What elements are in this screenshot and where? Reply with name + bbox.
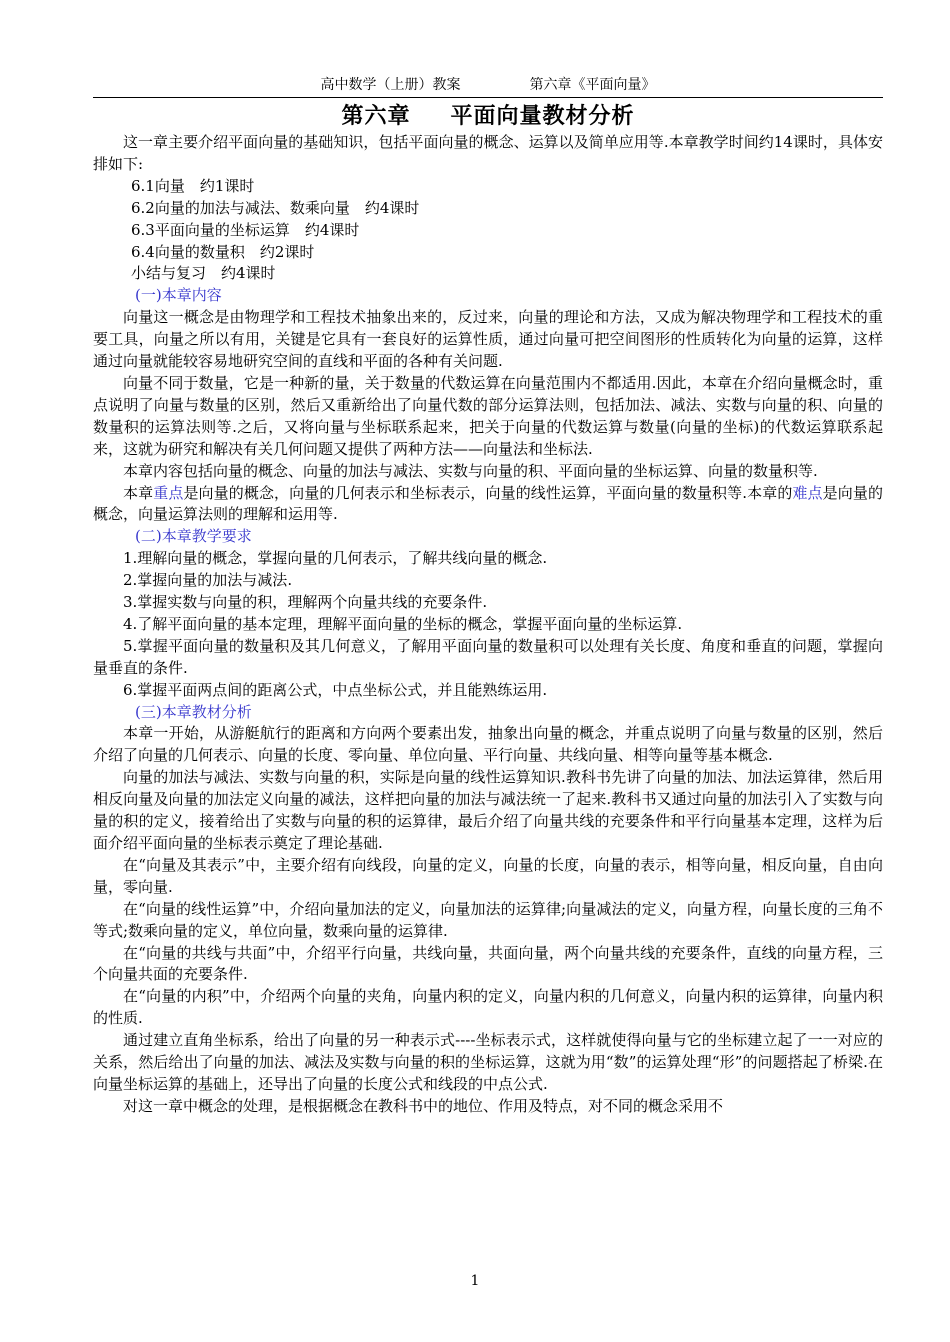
paragraph: 向量这一概念是由物理学和工程技术抽象出来的，反过来，向量的理论和方法，又成为解决物理学和工程技术的重要工具，向量之所以有用，关键是它具有一套良好的运算性质，通过向量可把空间图形的性质转化为向量的运算，这样通过向量就能较容易地研究空间的直线和平面的各种有关问题. bbox=[93, 308, 883, 371]
paragraph: 本章内容包括向量的概念、向量的加法与减法、实数与向量的积、平面向量的坐标运算、向量的数量积等. bbox=[123, 461, 818, 480]
requirement-item: 4.了解平面向量的基本定理，理解平面向量的坐标的概念，掌握平面向量的坐标运算. bbox=[123, 614, 683, 633]
text-run: 本章 bbox=[123, 483, 154, 502]
schedule-item: 6.2向量的加法与减法、数乘向量 约4课时 bbox=[131, 198, 420, 217]
paragraph: 在“向量的内积”中，介绍两个向量的夹角，向量内积的定义，向量内积的几何意义，向量内积的运算律，向量内积的性质. bbox=[93, 987, 883, 1028]
header-right-text: 第六章《平面向量》 bbox=[529, 77, 656, 93]
section-heading-requirements: (二)本章教学要求 bbox=[135, 527, 252, 546]
difficulty-term: 难点 bbox=[792, 483, 823, 502]
section-heading-content: (一)本章内容 bbox=[135, 286, 222, 305]
paragraph: 在“向量的共线与共面”中，介绍平行向量，共线向量，共面向量，两个向量共线的充要条件，直线的向量方程，三个向量共面的充要条件. bbox=[93, 943, 883, 984]
requirement-item: 1.理解向量的概念，掌握向量的几何表示，了解共线向量的概念. bbox=[123, 549, 548, 568]
section-heading-analysis: (三)本章教材分析 bbox=[135, 702, 252, 721]
schedule-item: 6.3平面向量的坐标运算 约4课时 bbox=[131, 220, 360, 239]
text-run: 是向量的概念，向量的几何表示和坐标表示，向量的线性运算，平面向量的数量积等.本章的 bbox=[183, 483, 793, 502]
requirement-item: 3.掌握实数与向量的积，理解两个向量共线的充要条件. bbox=[123, 593, 488, 612]
requirement-item: 5.掌握平面向量的数量积及其几何意义，了解用平面向量的数量积可以处理有关长度、角度和垂直的问题，掌握向量垂直的条件. bbox=[93, 636, 883, 677]
paragraph: 本章一开始，从游艇航行的距离和方向两个要素出发，抽象出向量的概念，并重点说明了向量与数量的区别，然后介绍了向量的几何表示、向量的长度、零向量、单位向量、平行向量、共线向量、相等向量等基本概念. bbox=[93, 724, 883, 765]
text-run: 是向量的概念，向量运算法则的理解和运用等. bbox=[93, 483, 883, 524]
document-title bbox=[93, 102, 883, 130]
page-number: 1 bbox=[470, 1273, 480, 1289]
title-chapter: 第六章 bbox=[341, 103, 411, 129]
key-points-paragraph bbox=[93, 483, 883, 527]
paragraph: 在“向量的线性运算”中，介绍向量加法的定义，向量加法的运算律;向量减法的定义，向量方程，向量长度的三角不等式;数乘向量的定义，单位向量，数乘向量的运算律. bbox=[93, 899, 883, 940]
paragraph: 通过建立直角坐标系，给出了向量的另一种表示式----坐标表示式，这样就使得向量与它的坐标建立起了一一对应的关系，然后给出了向量的加法、减法及实数与向量的积的坐标运算，这就为用“数”的运算处理“形”的问题搭起了桥梁.在向量坐标运算的基础上，还导出了向量的长度公式和线段的中点公式. bbox=[93, 1031, 883, 1093]
title-name: 平面向量教材分析 bbox=[450, 103, 635, 129]
schedule-item: 6.1向量 约1课时 bbox=[131, 176, 255, 195]
schedule-item: 6.4向量的数量积 约2课时 bbox=[131, 242, 315, 261]
requirement-item: 6.掌握平面两点间的距离公式，中点坐标公式，并且能熟练运用. bbox=[123, 680, 548, 699]
paragraph: 在“向量及其表示”中，主要介绍有向线段，向量的定义，向量的长度，向量的表示，相等向量，相反向量，自由向量，零向量. bbox=[93, 855, 883, 896]
header-left-text: 高中数学（上册）教案 bbox=[320, 77, 461, 93]
intro-paragraph: 这一章主要介绍平面向量的基础知识，包括平面向量的概念、运算以及简单应用等.本章教学时间约14课时，具体安排如下: bbox=[93, 133, 883, 173]
schedule-item: 小结与复习 约4课时 bbox=[131, 264, 276, 283]
paragraph: 向量的加法与减法、实数与向量的积，实际是向量的线性运算知识.教科书先讲了向量的加法、加法运算律，然后用相反向量及向量的加法定义向量的减法，这样把向量的加法与减法统一了起来.教科书又通过向量的加法引入了实数与向量的积的定义，接着给出了实数与向量的积的运算律，最后介绍了向量共线的充要条件和平行向量基本定理，这样为后面介绍平面向量的坐标表示奠定了理论基础. bbox=[93, 768, 883, 852]
key-point-term: 重点 bbox=[153, 483, 184, 502]
page-header bbox=[93, 76, 883, 98]
document-body bbox=[93, 132, 883, 1118]
paragraph: 向量不同于数量，它是一种新的量，关于数量的代数运算在向量范围内不都适用.因此，本章在介绍向量概念时，重点说明了向量与数量的区别，然后又重新给出了向量代数的部分运算法则，包括加法、减法、实数与向量的积、向量的数量积的运算法则等.之后，又将向量与坐标联系起来，把关于向量的代数运算与数量(向量的坐标)的代数运算联系起来，这就为研究和解决有关几何问题又提供了两种方法——向量法和坐标法. bbox=[93, 373, 883, 458]
requirement-item: 2.掌握向量的加法与减法. bbox=[123, 571, 293, 590]
paragraph: 对这一章中概念的处理，是根据概念在教科书中的地位、作用及特点，对不同的概念采用不 bbox=[123, 1096, 724, 1115]
